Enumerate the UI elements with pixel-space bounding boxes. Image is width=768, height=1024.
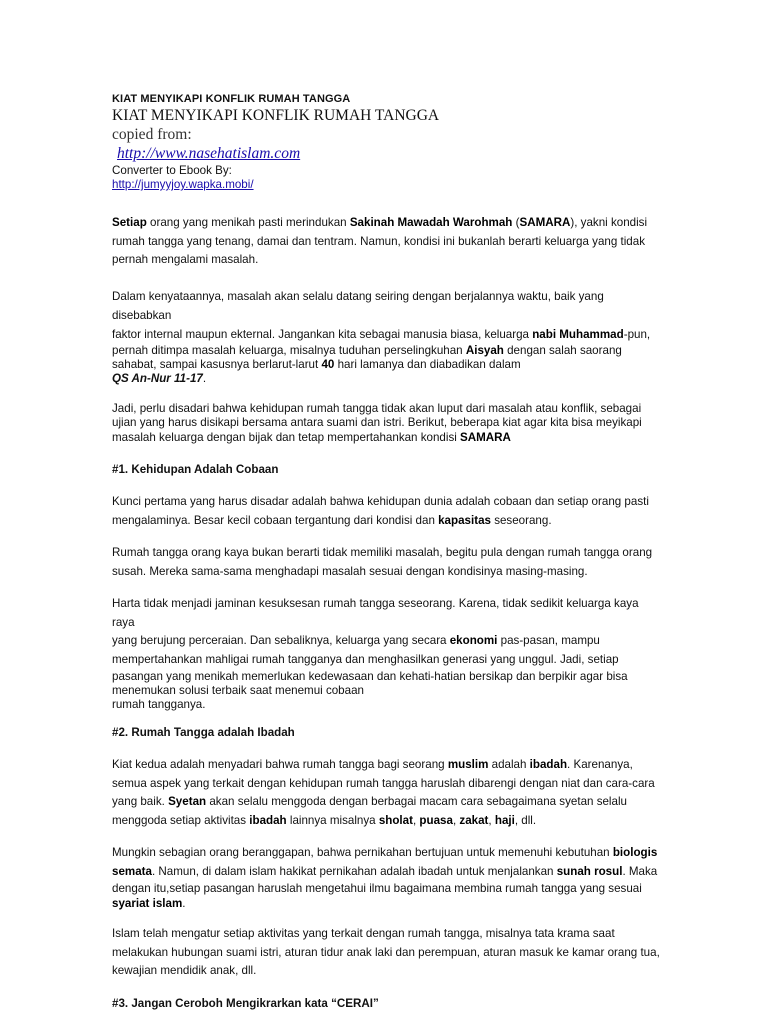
paragraph-intro: Setiap orang yang menikah pasti merindukan Sakinah Mawadah Warohmah (SAMARA), yakni kondisi rumah tangga yang tenang, damai dan tentram. Namun, kondisi ini bukanlah berarti keluarga yang tidak pernah mengalami masalah. [112,216,648,266]
section-heading-2: #2. Rumah Tangga adalah Ibadah [112,726,295,739]
section-heading-3: #3. Jangan Ceroboh Mengikrarkan kata “CERAI” [112,996,379,1010]
paragraph-islam-rules: Islam telah mengatur setiap aktivitas yang terkait dengan rumah tangga, misalnya tata krama saat melakukan hubungan suami istri, aturan tidur anak laki dan perempuan, aturan masuk ke kamar orang tua, kewajian mendidik anak, dll. [112,927,660,977]
converter-link[interactable]: http://jumyyjoy.wapka.mobi/ [112,178,254,191]
paragraph-worship: Kiat kedua adalah menyadari bahwa rumah tangga bagi seorang muslim adalah ibadah. Karenanya, semua aspek yang terkait dengan kehidupan rumah tangga haruslah dibarengi dengan niat dan cara-cara yang baik. Syetan akan selalu menggoda dengan berbagai macam cara sebagaimana syetan selalu menggoda setiap aktivitas ibadah lainnya misalnya sholat, puasa, zakat, haji, dll. [112,758,655,827]
source-link[interactable]: http://www.nasehatislam.com [117,145,301,162]
paragraph-marriage-purpose: Mungkin sebagian orang beranggapan, bahwa pernikahan bertujuan untuk memenuhi kebutuhan biologis semata. Namun, di dalam islam hakikat pernikahan adalah ibadah untuk menjalankan sunah rosul. Maka dengan itu,setiap pasangan haruslah mengetahui ilmu bagaimana membina rumah tangga yang sesuai syariat islam. [112,846,658,910]
main-title: KIAT MENYIKAPI KONFLIK RUMAH TANGGA [112,107,440,124]
paragraph-conclusion: Jadi, perlu disadari bahwa kehidupan rumah tangga tidak akan luput dari masalah atau konflik, sebagai ujian yang harus disikapi bersama antara suami dan istri. Berikut, beberapa kiat agar kita bisa meyikapi masalah keluarga dengan bijak dan tetap mempertahankan kondisi SAMARA [112,401,642,444]
copied-from-label: copied from: [112,126,192,143]
paragraph-trial: Kunci pertama yang harus disadar adalah bahwa kehidupan dunia adalah cobaan dan setiap orang pasti mengalaminya. Besar kecil cobaan tergantung dari kondisi dan kapasitas seseorang. [112,495,649,527]
quran-reference: QS An-Nur 11-17 [112,371,203,385]
paragraph-rich-poor: Rumah tangga orang kaya bukan berarti tidak memiliki masalah, begitu pula dengan rumah tangga orang susah. Mereka sama-sama menghadapi masalah sesuai dengan kondisinya masing-masing. [112,546,653,578]
paragraph-reality: Dalam kenyataannya, masalah akan selalu datang seiring dengan berjalannya waktu, baik yang disebabkan faktor internal maupun ekternal. Jangankan kita sebagai manusia biasa, keluarga nabi Muhammad-pun, pernah ditimpa masalah keluarga, misalnya tuduhan perselingkuhan Aisyah dengan salah saorang sahabat, sampai kasusnya berlarut-larut 40 hari lamanya dan diabadikan dalam QS An-Nur 11-17. [112,289,651,385]
section-heading-1: #1. Kehidupan Adalah Cobaan [112,463,279,476]
paragraph-wealth: Harta tidak menjadi jaminan kesuksesan rumah tangga seseorang. Karena, tidak sedikit keluarga kaya raya yang berujung perceraian. Dan sebaliknya, keluarga yang secara ekonomi pas-pasan, mampu mempertahankan mahligai rumah tangganya dan menghasilkan generasi yang unggul. Jadi, setiap pasangan yang menikah memerlukan kedewasaan dan kehati-hatian bersikap dan berpikir agar bisa menemukan solusi terbaik saat menemui cobaan rumah tangganya. [112,597,639,711]
document-body [112,93,664,1013]
small-title: KIAT MENYIKAPI KONFLIK RUMAH TANGGA [112,93,351,105]
converter-label: Converter to Ebook By: [112,164,232,177]
